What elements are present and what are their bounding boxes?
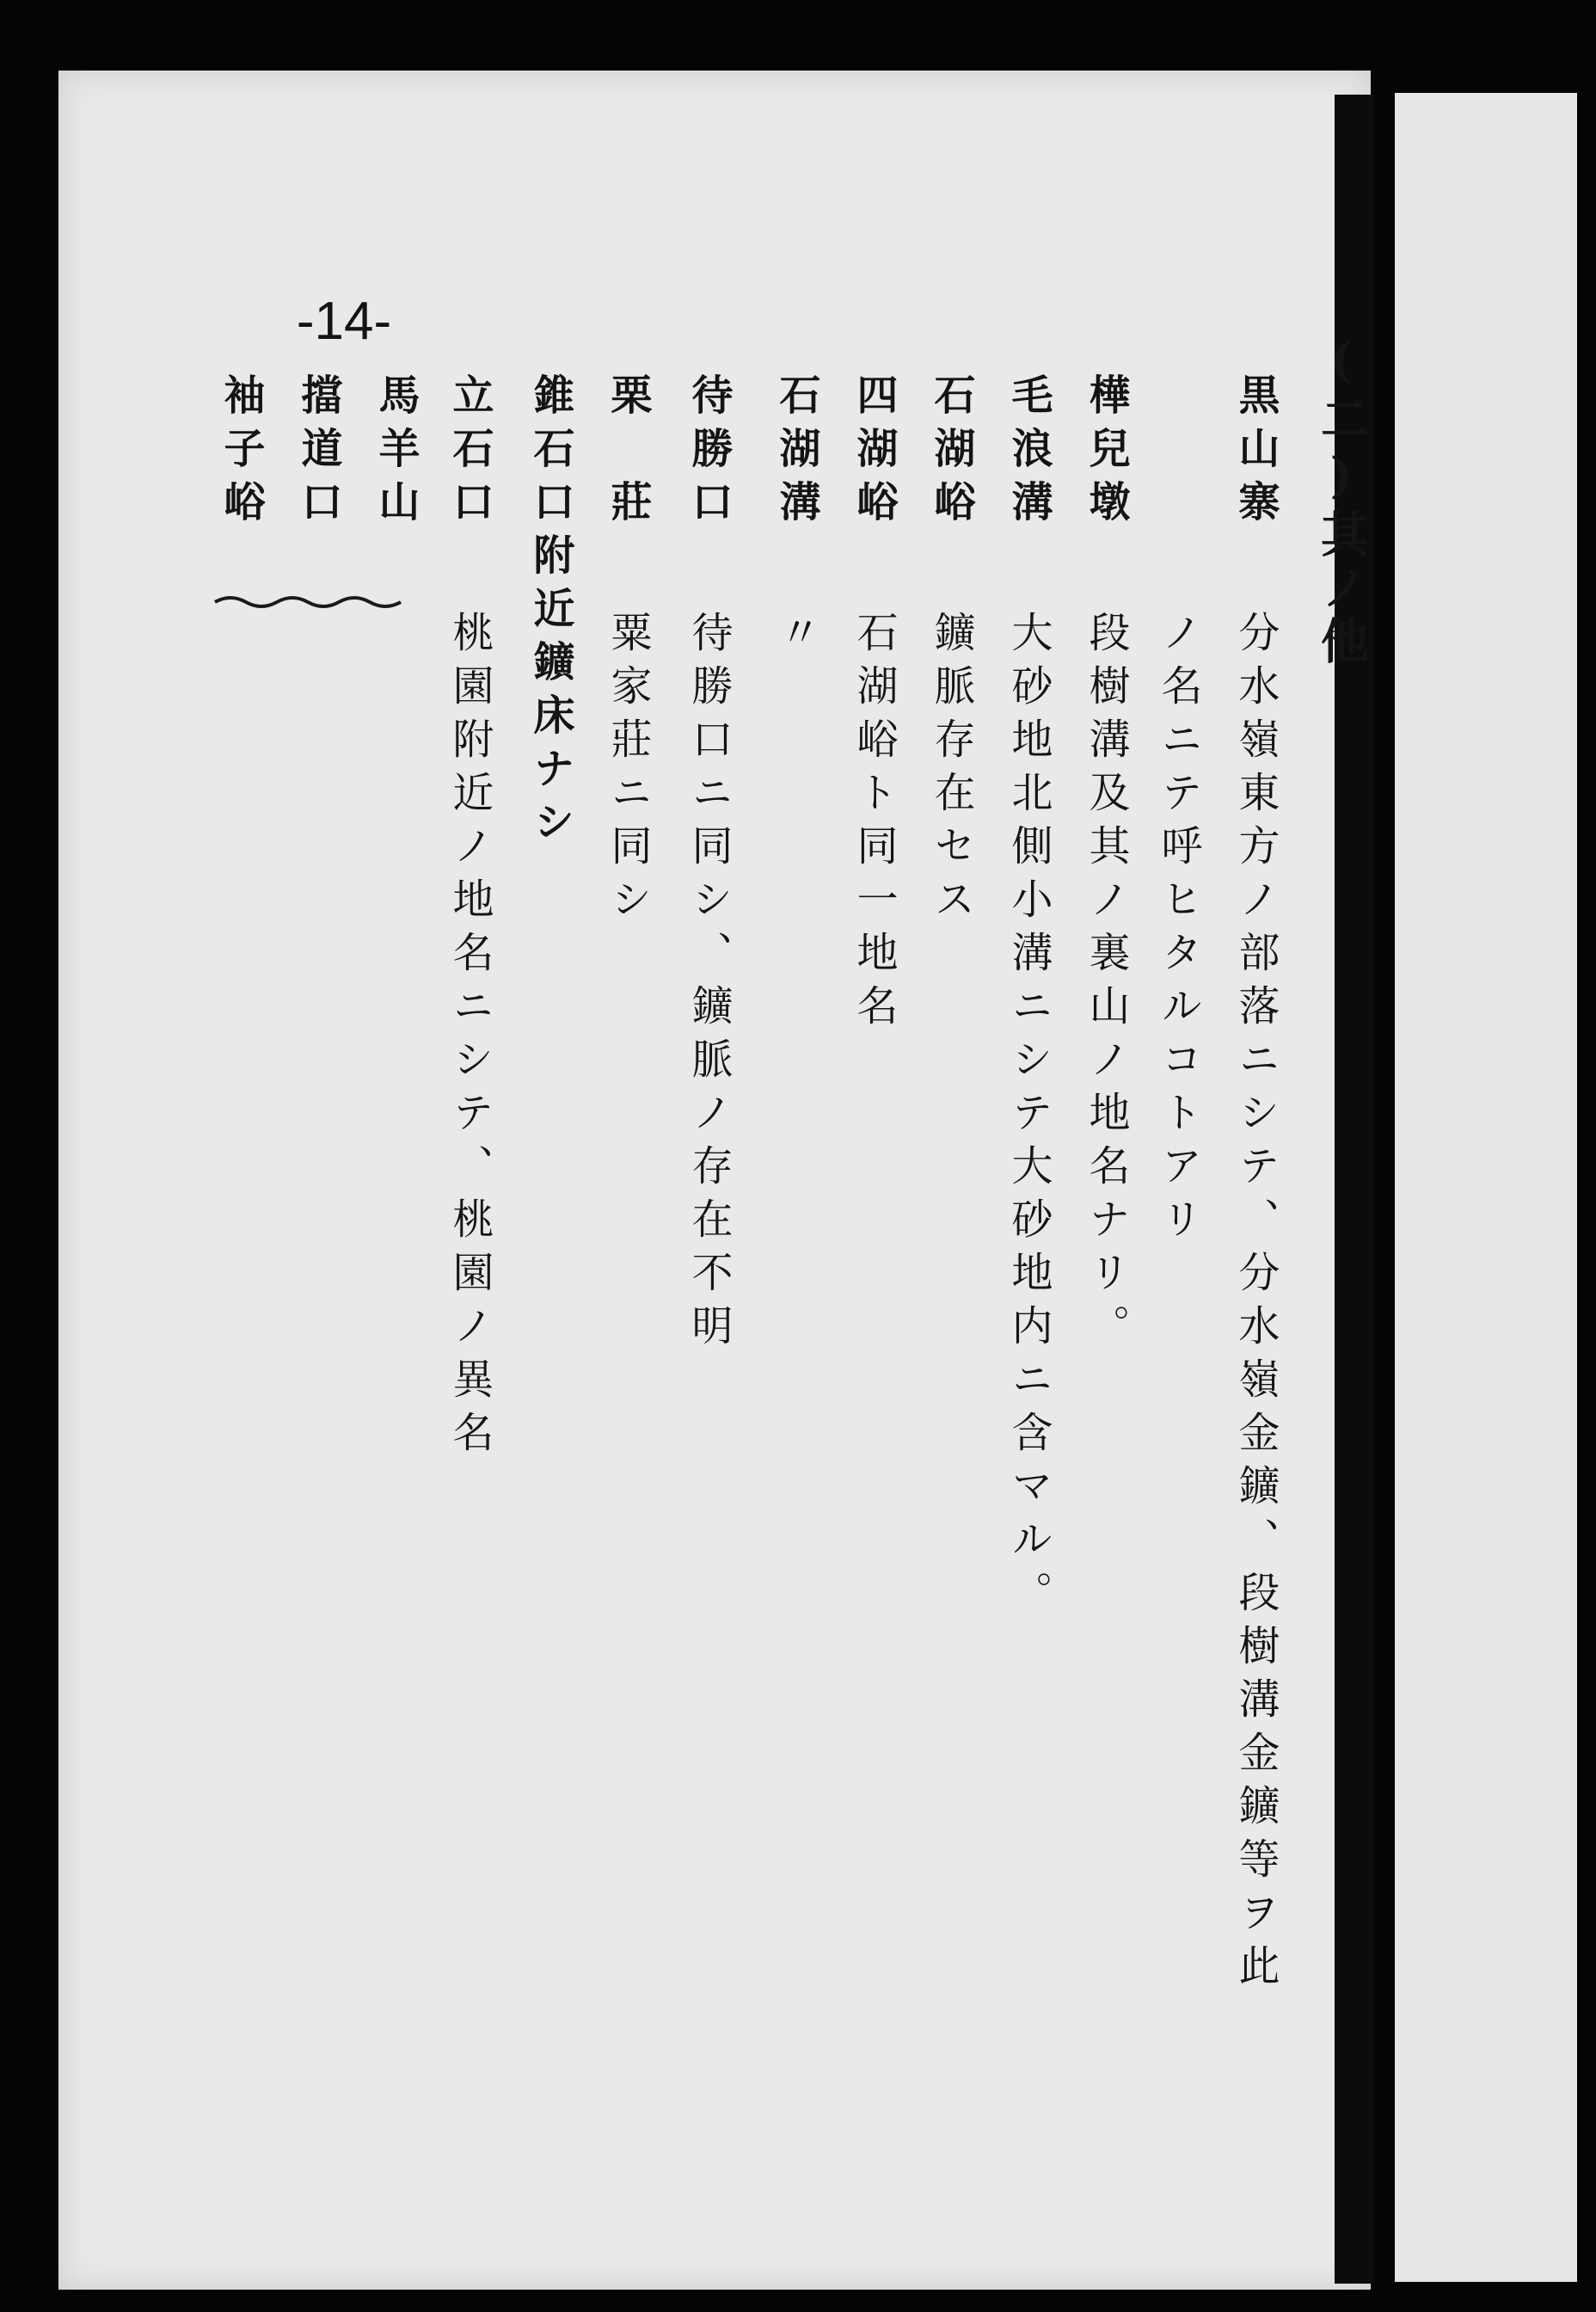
entry-term: 石湖峪 <box>927 373 975 533</box>
entry-description: ノ名ニテ呼ヒタルコトアリ <box>1154 611 1202 1251</box>
entry-term: 馬羊山 <box>371 373 420 533</box>
wavy-end-mark <box>213 592 402 612</box>
entry-term: 待勝口 <box>684 373 733 533</box>
entry-description: 待勝口ニ同シ、鑛脈ノ存在不明 <box>684 611 733 1357</box>
facing-page-edge <box>1395 93 1577 2282</box>
entry-term: 袖子峪 <box>217 373 265 533</box>
entry-term: 栗 莊 <box>604 373 652 533</box>
entry-description: 大砂地北側小溝ニシテ大砂地内ニ含マル。 <box>1004 611 1053 1624</box>
entry-term: 樺兒墩 <box>1082 373 1130 533</box>
page-number: -14- <box>296 292 392 351</box>
entry-description: 鑛脈存在セス <box>927 611 975 931</box>
entry-term: 錐石口附近鑛床ナシ <box>526 373 574 853</box>
entry-description: 桃園附近ノ地名ニシテ、桃園ノ異名 <box>445 611 494 1464</box>
entry-term: 立石口 <box>445 373 494 533</box>
entry-term: 石湖溝 <box>772 373 820 533</box>
entry-description: 〃 <box>772 611 820 664</box>
entry-term: 四湖峪 <box>850 373 898 533</box>
entry-description: 段樹溝及其ノ裏山ノ地名ナリ。 <box>1082 611 1130 1357</box>
entry-description: 粟家莊ニ同シ <box>604 611 652 931</box>
entry-term: 黒山寨 <box>1231 373 1280 533</box>
entry-term: 毛浪溝 <box>1004 373 1053 533</box>
entry-term: 擋道口 <box>294 373 342 533</box>
entry-description: 分水嶺東方ノ部落ニシテ、分水嶺金鑛、段樹溝金鑛等ヲ此 <box>1231 611 1280 1997</box>
section-heading: (二)其ノ他 <box>1313 332 1370 669</box>
entry-description: 石湖峪ト同一地名 <box>850 611 898 1037</box>
